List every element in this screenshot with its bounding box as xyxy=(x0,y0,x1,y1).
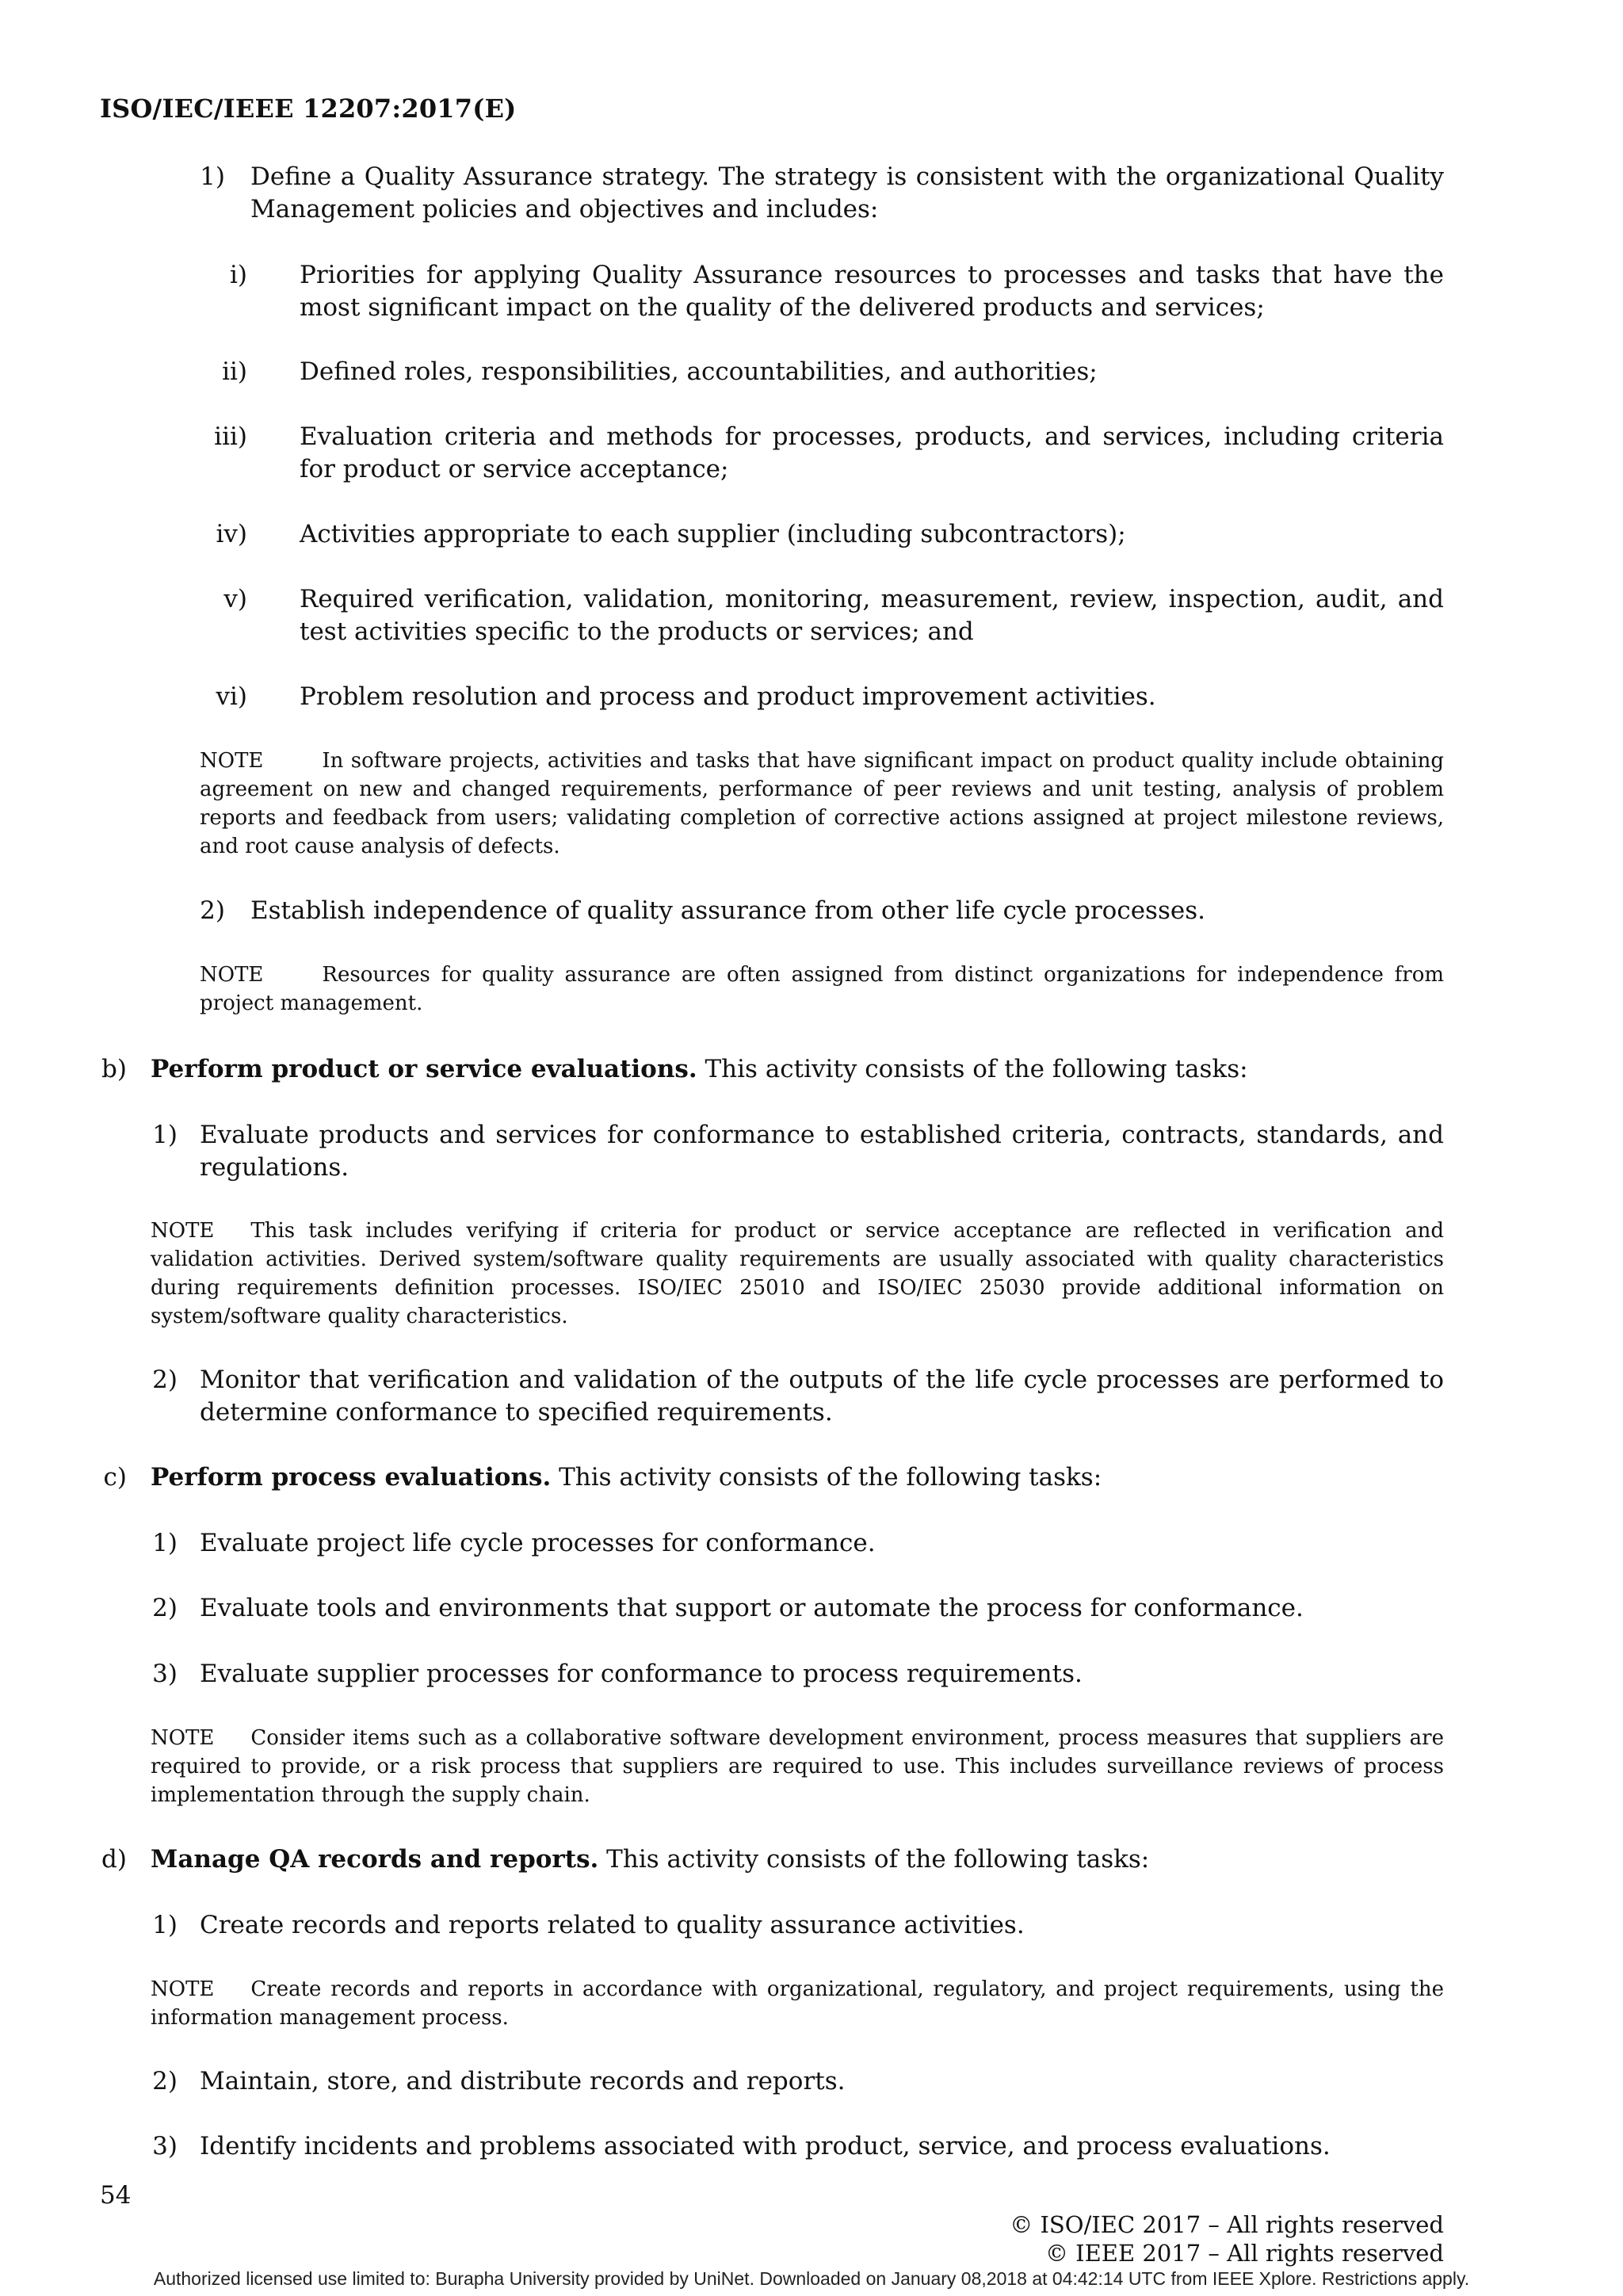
item-text: Create records and reports related to quality assurance activities. xyxy=(200,1911,1025,1939)
activity-title: Perform product or service evaluations. xyxy=(151,1055,697,1083)
item-number: 1) xyxy=(152,1911,178,1939)
item-number: 1) xyxy=(200,162,225,191)
item-text: Define a Quality Assurance strategy. The strategy is consistent with the organizational Quality Management policies and objectives and includes: xyxy=(250,162,1444,223)
item-text: Evaluate supplier processes for conformance to process requirements. xyxy=(200,1660,1083,1688)
activity-title: Perform process evaluations. xyxy=(151,1463,552,1492)
note-text: Consider items such as a collaborative software development environment, process measures that suppliers are required to provide, or a risk process that suppliers are required to use. This includes surveillance reviews of process implementation through the supply chain. xyxy=(151,1726,1444,1807)
item-text: Monitor that verification and validation of the outputs of the life cycle processes are performed to determine conformance to specified requirements. xyxy=(200,1366,1444,1427)
item-text xyxy=(151,1843,1444,1876)
item-text: Problem resolution and process and product improvement activities. xyxy=(300,682,1156,711)
item-text: Establish independence of quality assurance from other life cycle processes. xyxy=(250,896,1205,925)
item-number: 3) xyxy=(152,2132,178,2160)
item-number: v) xyxy=(223,585,247,613)
activity-title: Manage QA records and reports. xyxy=(151,1845,599,1874)
note-text: This task includes verifying if criteria for product or service acceptance are reflected in verification and validation activities. Derived system/software quality requirements are usually associated with quality characteristics during requirements definition processes. ISO/IEC 25010 and ISO/IEC 25030 provide additional information on system/software quality characteristics. xyxy=(151,1219,1444,1328)
document-header: ISO/IEC/IEEE 12207:2017(E) xyxy=(100,94,517,124)
note-label: NOTE xyxy=(200,963,264,987)
item-number: c) xyxy=(103,1463,127,1492)
note xyxy=(200,747,1444,861)
item-number: 1) xyxy=(152,1529,178,1557)
note-text: In software projects, activities and tasks that have significant impact on product quality include obtaining agreement on new and changed requirements, performance of peer reviews and unit testing, analysis of problem reports and feedback from users; validating completion of corrective actions assigned at project milestone reviews, and root cause analysis of defects. xyxy=(200,749,1444,858)
item-text: Activities appropriate to each supplier (including subcontractors); xyxy=(300,520,1126,548)
item-number: i) xyxy=(229,261,247,289)
item-text: Identify incidents and problems associated with product, service, and process evaluations. xyxy=(200,2132,1331,2160)
item-number: 3) xyxy=(152,1660,178,1688)
item-number: 2) xyxy=(152,2067,178,2095)
item-text: Evaluation criteria and methods for processes, products, and services, including criteria for product or service acceptance; xyxy=(300,422,1444,483)
item-number: vi) xyxy=(216,682,247,711)
item-number: iv) xyxy=(216,520,247,548)
note-label: NOTE xyxy=(151,1219,215,1243)
note-label: NOTE xyxy=(151,1726,215,1750)
note-text: Resources for quality assurance are often assigned from distinct organizations for independence from project management. xyxy=(200,963,1444,1015)
note-text: Create records and reports in accordance with organizational, regulatory, and project requirements, using the information management process. xyxy=(151,1977,1444,2030)
item-number: 2) xyxy=(152,1594,178,1622)
authorized-use-notice: Authorized licensed use limited to: Burapha University provided by UniNet. Downloaded on January 08,2018 at 04:42:14 UTC from IEEE Xplore. Restrictions apply. xyxy=(153,2268,1470,2289)
note-label: NOTE xyxy=(151,1977,215,2001)
item-text: Defined roles, responsibilities, accountabilities, and authorities; xyxy=(300,357,1098,386)
note xyxy=(200,961,1444,1018)
item-number: iii) xyxy=(214,422,247,451)
copyright-iso: © ISO/IEC 2017 – All rights reserved xyxy=(1010,2211,1444,2238)
activity-intro: This activity consists of the following tasks: xyxy=(697,1055,1248,1083)
item-text: Maintain, store, and distribute records and reports. xyxy=(200,2067,846,2095)
item-text xyxy=(151,1461,1444,1494)
item-number: ii) xyxy=(222,357,247,386)
note xyxy=(151,1975,1444,2032)
note xyxy=(151,1217,1444,1331)
item-text: Required verification, validation, monitoring, measurement, review, inspection, audit, and test activities specific to the products or services; and xyxy=(300,585,1444,646)
activity-intro: This activity consists of the following tasks: xyxy=(598,1845,1150,1874)
item-text: Evaluate project life cycle processes for conformance. xyxy=(200,1529,876,1557)
item-number: 1) xyxy=(152,1121,178,1149)
activity-intro: This activity consists of the following tasks: xyxy=(551,1463,1102,1492)
note-label: NOTE xyxy=(200,749,264,773)
note xyxy=(151,1724,1444,1809)
item-number: b) xyxy=(101,1055,127,1083)
item-text: Priorities for applying Quality Assurance resources to processes and tasks that have the most significant impact on the quality of the delivered products and services; xyxy=(300,261,1444,322)
item-number: 2) xyxy=(152,1366,178,1394)
page-number: 54 xyxy=(100,2181,132,2210)
copyright-ieee: © IEEE 2017 – All rights reserved xyxy=(1044,2240,1444,2267)
item-text: Evaluate products and services for conformance to established criteria, contracts, standards, and regulations. xyxy=(200,1121,1444,1182)
item-number: d) xyxy=(101,1845,127,1874)
item-text: Evaluate tools and environments that support or automate the process for conformance. xyxy=(200,1594,1304,1622)
item-number: 2) xyxy=(200,896,225,925)
item-text xyxy=(151,1053,1444,1086)
